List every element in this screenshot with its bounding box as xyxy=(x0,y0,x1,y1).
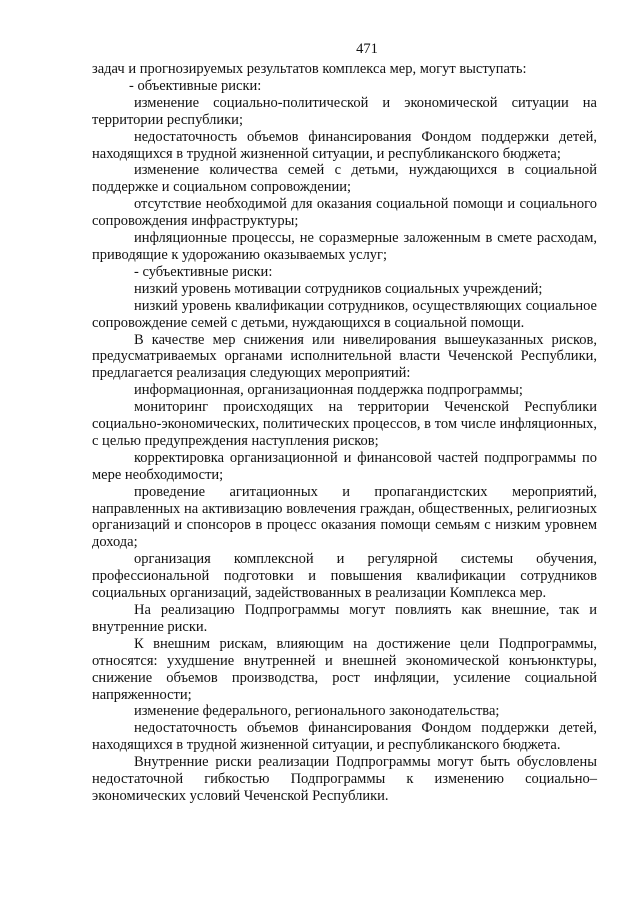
paragraph: К внешним рискам, влияющим на достижение цели Подпрограммы, относятся: ухудшение внутренней и внешней экономической конъюнктуры, снижение объемов производства, рост инфляции, усиление социальной напряженности; xyxy=(92,635,597,703)
paragraph: инфляционные процессы, не соразмерные заложенным в смете расходам, приводящие к удорожанию оказываемых услуг; xyxy=(92,230,597,263)
paragraph: задач и прогнозируемых результатов комплекса мер, могут выступать: xyxy=(92,61,527,77)
paragraph: - объективные риски: xyxy=(129,77,262,94)
paragraph: В качестве мер снижения или нивелирования вышеуказанных рисков, предусматриваемых органами исполнительной власти Чеченской Республики, предлагается реализация следующих мероприятий: xyxy=(92,331,597,382)
paragraph: информационная, организационная поддержка подпрограммы; xyxy=(134,382,523,399)
paragraph: низкий уровень квалификации сотрудников, осуществляющих социальное сопровождение семей с детьми, нуждающихся в социальной помощи. xyxy=(92,297,597,331)
paragraph: изменение федерального, регионального законодательства; xyxy=(134,703,500,720)
paragraph: изменение количества семей с детьми, нуждающихся в социальной поддержке и социальном сопровождении; xyxy=(92,162,597,196)
paragraph: мониторинг происходящих на территории Чеченской Республики социально-экономических, политических процессов, в том числе инфляционных, с целью предупреждения наступления рисков; xyxy=(92,399,597,449)
paragraph: проведение агитационных и пропагандистских мероприятий, направленных на активизацию вовлечения граждан, общественных, религиозных организаций и спонсоров в процесс оказания помощи семьям с низким уровнем дохода; xyxy=(92,483,597,551)
page-number: 471 xyxy=(356,41,378,57)
document-page xyxy=(92,0,597,805)
paragraph: - субъективные риски: xyxy=(134,263,273,280)
paragraph: организация комплексной и регулярной системы обучения, профессиональной подготовки и повышения квалификации сотрудников социальных организаций, задействованных в реализации Комплекса мер. xyxy=(92,551,597,602)
paragraph: недостаточность объемов финансирования Фондом поддержки детей, находящихся в трудной жизненной ситуации, и республиканского бюджета. xyxy=(92,720,597,754)
paragraph: корректировка организационной и финансовой частей подпрограммы по мере необходимости; xyxy=(92,449,597,483)
paragraph: Внутренние риски реализации Подпрограммы могут быть обусловлены недостаточной гибкостью Подпрограммы к изменению социально–экономических условий Чеченской Республики. xyxy=(92,754,597,804)
paragraph: отсутствие необходимой для оказания социальной помощи и социального сопровождения инфраструктуры; xyxy=(92,196,597,230)
paragraph: На реализацию Подпрограммы могут повлиять как внешние, так и внутренние риски. xyxy=(92,602,597,635)
paragraph: изменение социально-политической и экономической ситуации на территории республики; xyxy=(92,94,597,128)
document-body xyxy=(92,61,597,805)
paragraph: низкий уровень мотивации сотрудников социальных учреждений; xyxy=(134,280,543,297)
paragraph: недостаточность объемов финансирования Фондом поддержки детей, находящихся в трудной жизненной ситуации, и республиканского бюджета; xyxy=(92,128,597,162)
